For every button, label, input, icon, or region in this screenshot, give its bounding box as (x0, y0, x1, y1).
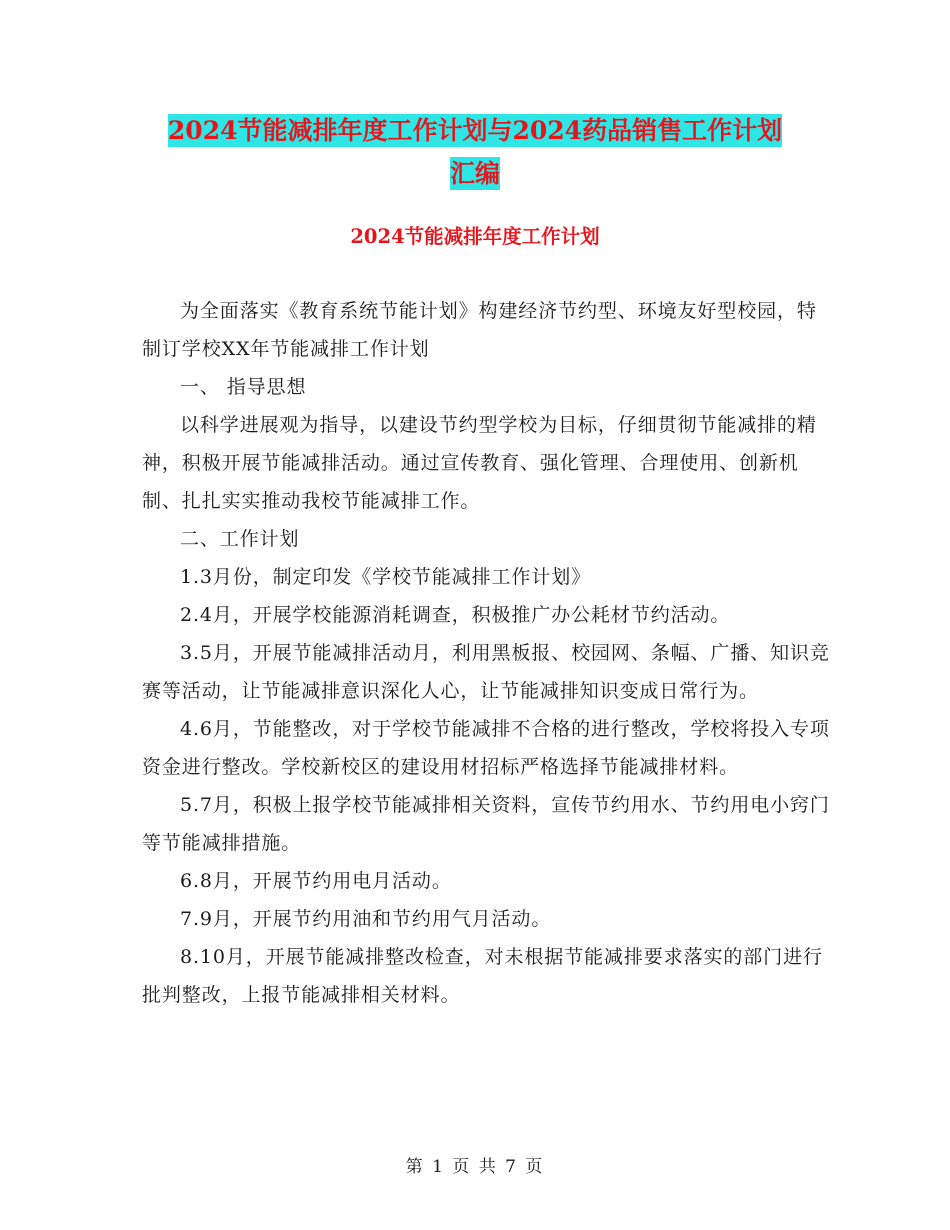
paragraph-intro: 为全面落实《教育系统节能计划》构建经济节约型、环境友好型校园，特制订学校XX年节能减排工作计划 (142, 300, 817, 360)
heading-work-plan: 二、工作计划 (180, 528, 300, 550)
plan-item-6: 6.8月，开展节约用电月活动。 (180, 870, 452, 892)
plan-item-1: 1.3月份，制定印发《学校节能减排工作计划》 (180, 566, 592, 588)
document-title-text-1: 2024节能减排年度工作计划与2024药品销售工作计划 (167, 116, 783, 145)
document-title-line-2 (0, 155, 950, 193)
document-body (142, 292, 832, 1014)
paragraph-guiding-ideology: 以科学进展观为指导，以建设节约型学校为目标，仔细贯彻节能减排的精神，积极开展节能减排活动。通过宣传教育、强化管理、合理使用、创新机制、扎扎实实推动我校节能减排工作。 (142, 414, 817, 512)
document-title-text-2: 汇编 (449, 159, 500, 188)
plan-item-8: 8.10月，开展节能减排整改检查，对未根据节能减排要求落实的部门进行批判整改，上报节能减排相关材料。 (142, 946, 823, 1006)
page-footer: 第 1 页 共 7 页 (405, 1157, 545, 1177)
heading-guiding-ideology: 一、 指导思想 (180, 376, 307, 398)
plan-item-3: 3.5月，开展节能减排活动月，利用黑板报、校园网、条幅、广播、知识竞赛等活动，让节能减排意识深化人心，让节能减排知识变成日常行为。 (142, 642, 830, 702)
plan-item-2: 2.4月，开展学校能源消耗调查，积极推广办公耗材节约活动。 (180, 604, 731, 626)
document-title-line-1 (0, 112, 950, 150)
section-heading: 2024节能减排年度工作计划 (350, 225, 600, 248)
plan-item-7: 7.9月，开展节约用油和节约用气月活动。 (180, 908, 552, 930)
plan-item-4: 4.6月，节能整改，对于学校节能减排不合格的进行整改，学校将投入专项资金进行整改。学校新校区的建设用材招标严格选择节能减排材料。 (142, 718, 830, 778)
plan-item-5: 5.7月，积极上报学校节能减排相关资料，宣传节约用水、节约用电小窍门等节能减排措施。 (142, 794, 830, 854)
